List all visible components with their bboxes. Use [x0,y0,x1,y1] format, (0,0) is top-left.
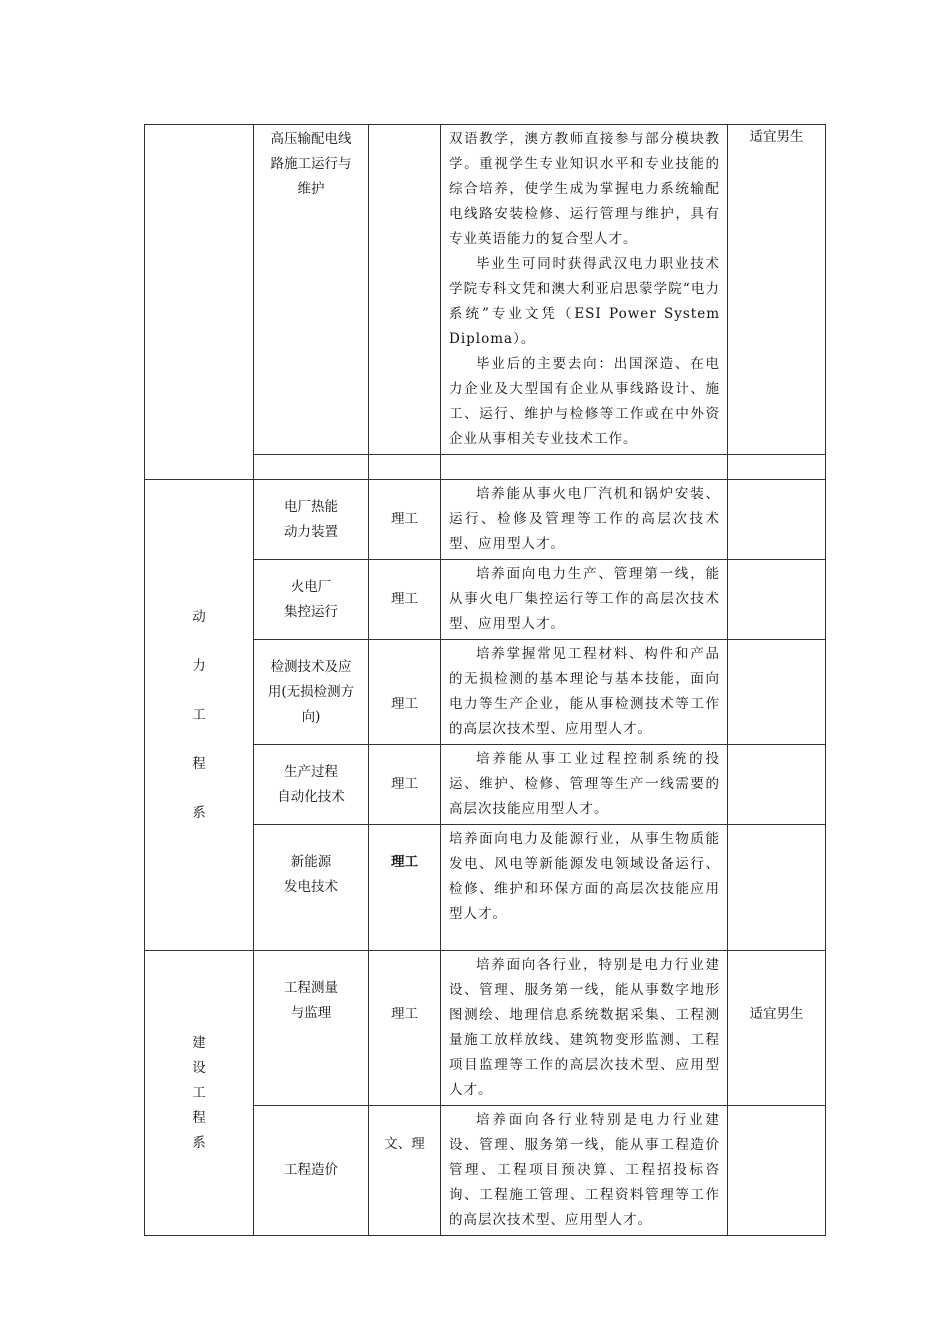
description-cell: 培养能从事火电厂汽机和锅炉安装、运行、检修及管理等工作的高层次技术型、应用型人才。 [441,480,728,560]
majors-table [144,124,826,1236]
type-cell: 理工 [369,951,441,1106]
dept-cell [145,125,254,480]
description-cell: 培养能从事工业过程控制系统的投运、维护、检修、管理等生产一线需要的高层次技能应用型人才。 [441,745,728,825]
type-cell [369,455,441,480]
type-cell: 理工 [369,825,441,951]
note-cell [728,1106,826,1236]
description-cell: 培养掌握常见工程材料、构件和产品的无损检测的基本理论与基本技能，面向电力等生产企业，能从事检测技术等工作的高层次技术型、应用型人才。 [441,640,728,745]
major-cell: 工程造价 [254,1106,369,1236]
major-cell: 火电厂 集控运行 [254,560,369,640]
description-cell: 培养面向电力及能源行业，从事生物质能发电、风电等新能源发电领域设备运行、检修、维护和环保方面的高层次技能应用型人才。 [441,825,728,951]
note-cell [728,455,826,480]
department-cell [145,951,254,1236]
note-cell [728,745,826,825]
note-cell [728,825,826,951]
type-cell: 理工 [369,745,441,825]
table-row [145,480,826,560]
major-cell: 检测技术及应 用(无损检测方 向) [254,640,369,745]
description-cell: 培养面向电力生产、管理第一线，能从事火电厂集控运行等工作的高层次技术型、应用型人才。 [441,560,728,640]
major-cell: 生产过程 自动化技术 [254,745,369,825]
description-cell [441,125,728,455]
type-cell: 文、理 [369,1106,441,1236]
description-cell: 培养面向各行业特别是电力行业建设、管理、服务第一线，能从事工程造价管理、工程项目预决算、工程招投标咨询、工程施工管理、工程资料管理等工作的高层次技术型、应用型人才。 [441,1106,728,1236]
major-cell: 电厂热能 动力装置 [254,480,369,560]
type-cell: 理工 [369,560,441,640]
major-cell [254,455,369,480]
description-cell: 培养面向各行业，特别是电力行业建设、管理、服务第一线，能从事数字地形图测绘、地理信息系统数据采集、工程测量施工放样放线、建筑物变形监测、工程项目监理等工作的高层次技术型、应用型人才。 [441,951,728,1106]
description-cell [441,455,728,480]
department-name: 动 力 工 程 系 [192,608,206,821]
major-cell: 工程测量 与监理 [254,951,369,1106]
department-cell [145,480,254,951]
description-paragraph: 毕业后的主要去向：出国深造、在电力企业及大型国有企业从事线路设计、施工、运行、维护与检修等工作或在中外资企业从事相关专业技术工作。 [449,356,720,447]
note-cell [728,640,826,745]
note-cell [728,560,826,640]
note-cell [728,480,826,560]
description-paragraph: 毕业生可同时获得武汉电力职业技术学院专科文凭和澳大利亚启思蒙学院“电力系统”专业文凭（ESI Power System Diploma）。 [449,256,720,347]
type-cell [369,125,441,455]
table-row [145,951,826,1106]
department-name: 建 设 工 程 系 [192,1034,206,1151]
type-cell: 理工 [369,480,441,560]
type-cell: 理工 [369,640,441,745]
description-paragraph: 双语教学，澳方教师直接参与部分模块教学。重视学生专业知识水平和专业技能的综合培养，使学生成为掌握电力系统输配电线路安装检修、运行管理与维护，具有专业英语能力的复合型人才。 [449,131,720,247]
table-row [145,125,826,455]
major-cell: 高压输配电线 路施工运行与 维护 [254,125,369,455]
note-cell: 适宜男生 [728,125,826,455]
major-cell: 新能源 发电技术 [254,825,369,951]
note-cell: 适宜男生 [728,951,826,1106]
